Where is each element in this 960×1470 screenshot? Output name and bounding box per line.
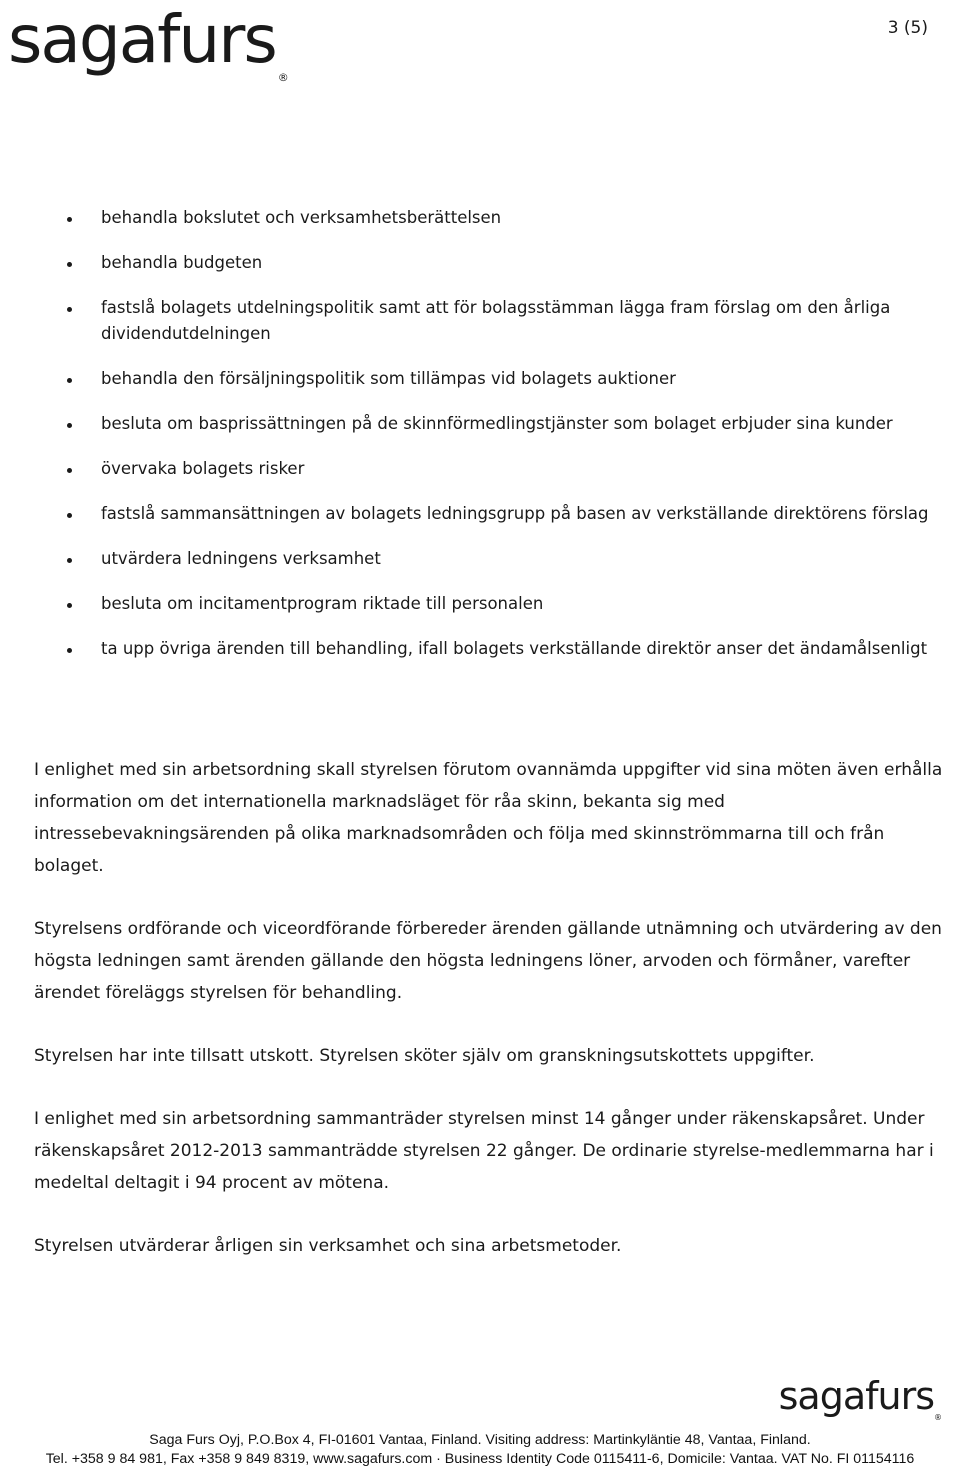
footer-logo-text: sagafurs	[778, 1374, 934, 1418]
footer-registered-mark: ®	[934, 1413, 942, 1422]
duties-list	[0, 205, 960, 662]
page-number: 3 (5)	[887, 18, 928, 38]
list-item: behandla budgeten	[0, 250, 960, 276]
list-item: fastslå sammansättningen av bolagets ledningsgrupp på basen av verkställande direktörens förslag	[0, 501, 960, 527]
list-item: behandla den försäljningspolitik som tillämpas vid bolagets auktioner	[0, 366, 960, 392]
footer-logo	[779, 1372, 942, 1420]
list-item: fastslå bolagets utdelningspolitik samt att för bolagsstämman lägga fram förslag om den årliga dividendutdelningen	[0, 295, 960, 347]
paragraph: I enlighet med sin arbetsordning skall styrelsen förutom ovannämda uppgifter vid sina möten även erhålla information om det internationella marknadsläget för råa skinn, bekanta sig med intressebevakningsärenden på olika marknadsområden och följa med skinnströmmarna till och från bolaget.	[34, 760, 943, 876]
footer-contact: Tel. +358 9 84 981, Fax +358 9 849 8319, www.sagafurs.com · Business Identity Code 0115411-6, Domicile: Vantaa. VAT No. FI 01154116	[45, 1451, 915, 1467]
list-item: utvärdera ledningens verksamhet	[0, 546, 960, 572]
registered-mark: ®	[277, 71, 289, 84]
list-item: ta upp övriga ärenden till behandling, ifall bolagets verkställande direktör anser det ändamålsenligt	[0, 636, 960, 662]
footer-address: Saga Furs Oyj, P.O.Box 4, FI-01601 Vantaa, Finland. Visiting address: Martinkyläntie 48, Vantaa, Finland.	[149, 1432, 811, 1448]
logo-text: sagafurs	[8, 1, 276, 78]
list-item: besluta om incitamentprogram riktade till personalen	[0, 591, 960, 617]
list-item: behandla bokslutet och verksamhetsberättelsen	[0, 205, 960, 231]
paragraph: I enlighet med sin arbetsordning sammanträder styrelsen minst 14 gånger under räkenskapsåret. Under räkenskapsåret 2012-2013 sammanträdde styrelsen 22 gånger. De ordinarie styrelse-medlemmarna har i medeltal deltagit i 94 procent av mötena.	[34, 1109, 934, 1193]
list-item: övervaka bolagets risker	[0, 456, 960, 482]
paragraph: Styrelsen utvärderar årligen sin verksamhet och sina arbetsmetoder.	[34, 1236, 622, 1256]
paragraph: Styrelsens ordförande och viceordförande förbereder ärenden gällande utnämning och utvärdering av den högsta ledningen samt ärenden gällande den högsta ledningens löner, arvoden och förmåner, varefter ärendet föreläggs styrelsen för behandling.	[34, 919, 942, 1003]
list-item: besluta om basprissättningen på de skinnförmedlingstjänster som bolaget erbjuder sina kunder	[0, 411, 960, 437]
sagafurs-logo	[8, 0, 289, 84]
paragraph: Styrelsen har inte tillsatt utskott. Styrelsen sköter själv om granskningsutskottets uppgifter.	[34, 1046, 815, 1066]
body-text	[34, 754, 949, 1262]
